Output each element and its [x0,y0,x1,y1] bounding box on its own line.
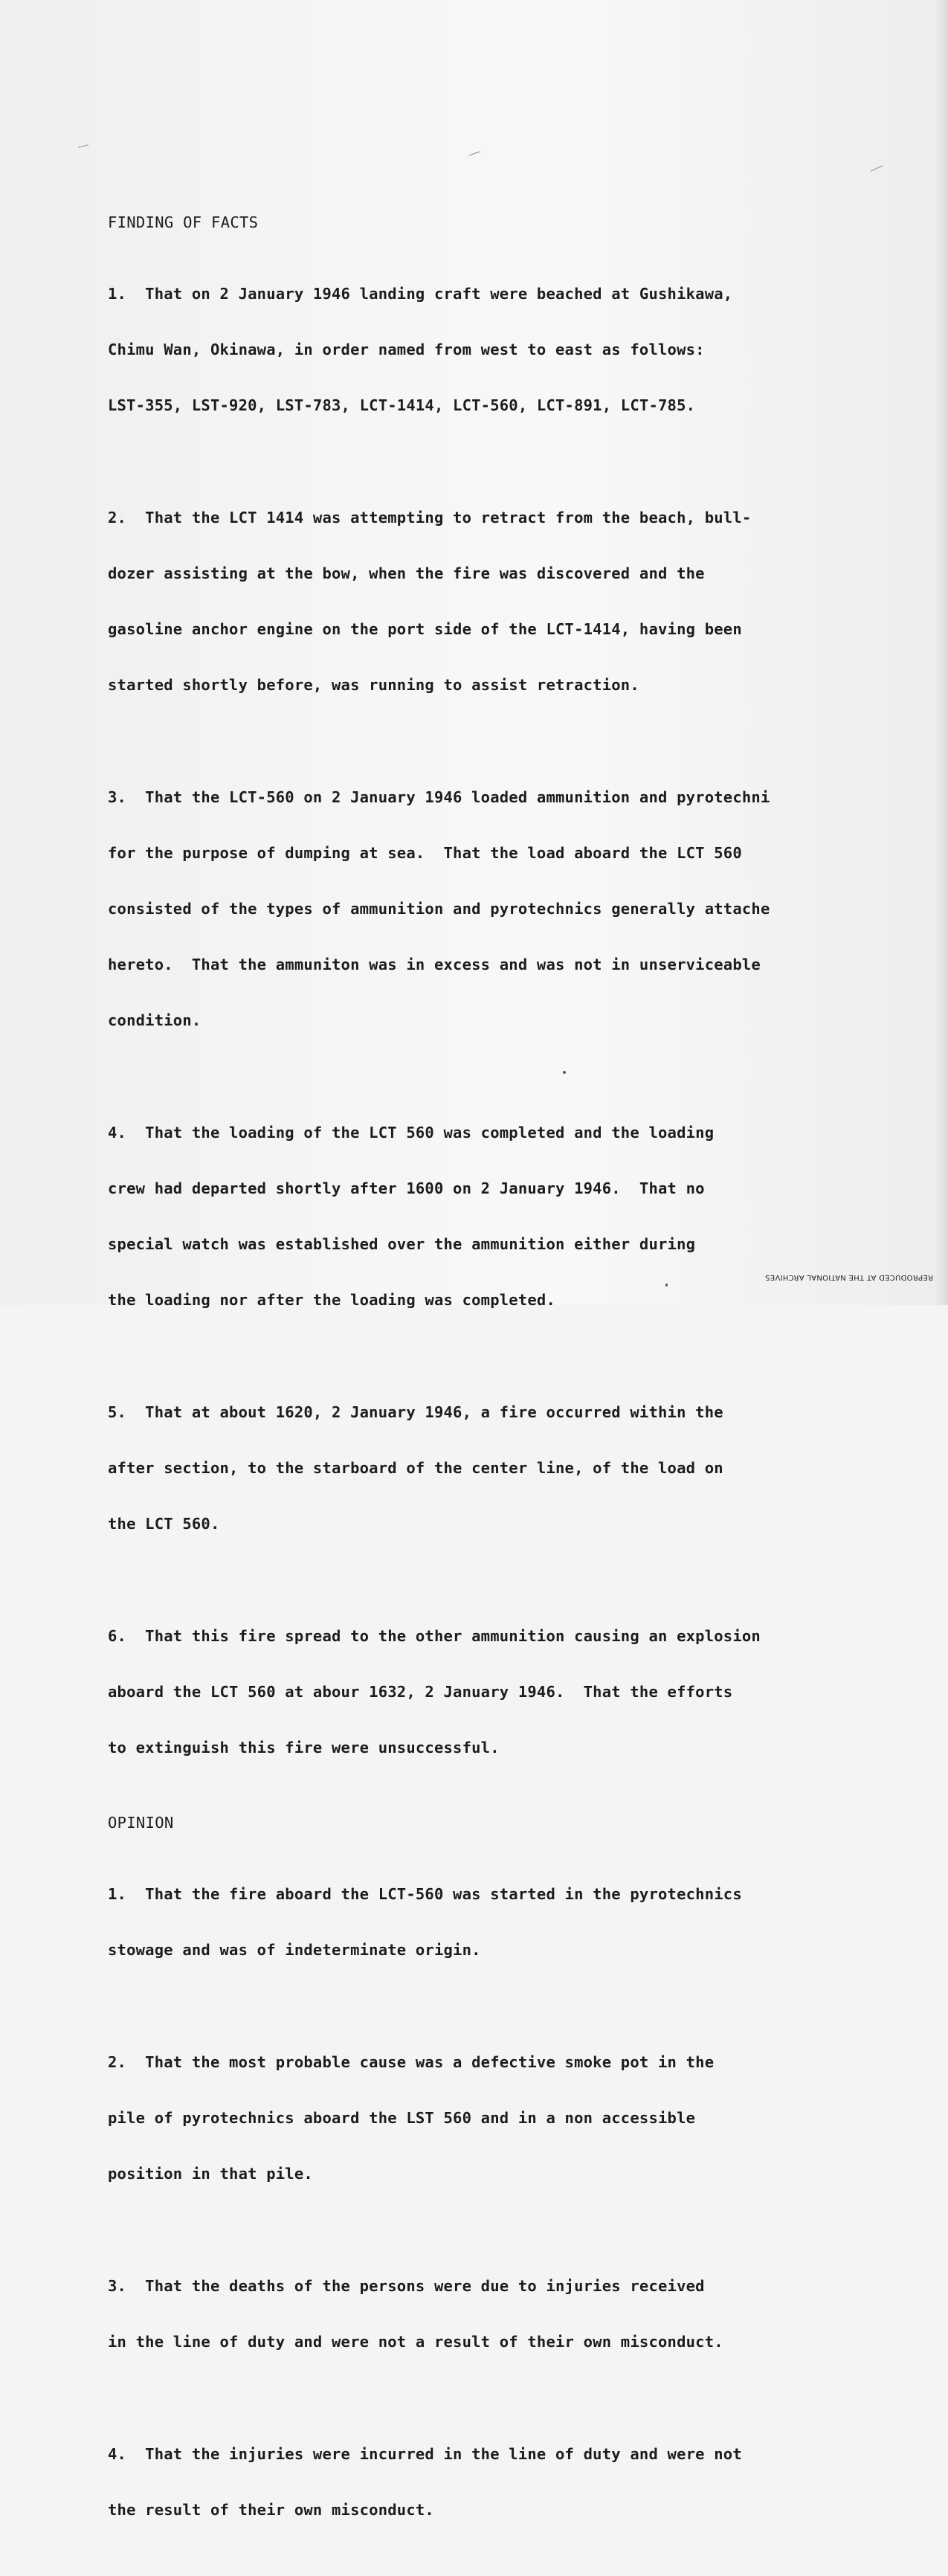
text-line: started shortly before, was running to assist retraction. [108,676,639,694]
finding-5 [108,1366,918,1571]
text-line: crew had departed shortly after 1600 on 2 January 1946. That no [108,1179,705,1197]
text-line: for the purpose of dumping at sea. That the load aboard the LCT 560 [108,844,742,862]
archive-stamp: REPRODUCED AT THE NATIONAL ARCHIVES [764,1273,933,1281]
finding-2 [108,471,918,732]
scan-mark [468,151,480,155]
text-line: aboard the LCT 560 at abour 1632, 2 January 1946. That the efforts [108,1683,733,1701]
text-line: 4. That the injuries were incurred in the line of duty and were not [108,2445,742,2463]
finding-6 [108,1590,918,1794]
text-line: stowage and was of indeterminate origin. [108,1941,481,1959]
text-line: 1. That on 2 January 1946 landing craft were beached at Gushikawa, [108,285,733,303]
scan-mark [871,165,883,172]
text-line: dozer assisting at the bow, when the fire was discovered and the [108,564,705,582]
text-line: pile of pyrotechnics aboard the LST 560 and in a non accessible [108,2109,696,2127]
page-edge-shadow [935,0,948,1305]
opinion-1 [108,1848,918,1997]
text-line: position in that pile. [108,2165,313,2183]
text-line: hereto. That the ammuniton was in excess and was not in unserviceable [108,956,761,973]
text-line: 6. That this fire spread to the other ammunition causing an explosion [108,1627,761,1645]
text-line: special watch was established over the ammunition either during [108,1235,696,1253]
text-line: 2. That the most probable cause was a defective smoke pot in the [108,2053,715,2071]
finding-3 [108,751,918,1067]
text-line: the loading nor after the loading was completed. [108,1291,556,1309]
text-line: after section, to the starboard of the center line, of the load on [108,1459,723,1477]
text-line: Chimu Wan, Okinawa, in order named from west to east as follows: [108,341,705,358]
text-line: condition. [108,1011,201,1029]
text-line: 1. That the fire aboard the LCT-560 was started in the pyrotechnics [108,1885,742,1903]
opinion-2 [108,2016,918,2221]
opinion-3 [108,2240,918,2389]
scan-mark [78,144,88,148]
text-line: gasoline anchor engine on the port side of the LCT-1414, having been [108,620,742,638]
text-line: 2. That the LCT 1414 was attempting to retract from the beach, bull- [108,509,752,527]
text-line: in the line of duty and were not a result of their own misconduct. [108,2333,723,2351]
finding-1 [108,248,918,452]
text-line: the result of their own misconduct. [108,2501,434,2519]
opinion-heading: OPINION [108,1814,174,1832]
text-line: 3. That the deaths of the persons were due to injuries received [108,2277,705,2295]
text-line: 4. That the loading of the LCT 560 was completed and the loading [108,1124,715,1142]
text-line: LST-355, LST-920, LST-783, LCT-1414, LCT-560, LCT-891, LCT-785. [108,396,696,414]
text-line: to extinguish this fire were unsuccessful. [108,1739,500,1756]
text-line: consisted of the types of ammunition and pyrotechnics generally attache [108,900,770,918]
document-body [108,213,918,2576]
text-line: 5. That at about 1620, 2 January 1946, a fire occurred within the [108,1403,723,1421]
text-line: 3. That the LCT-560 on 2 January 1946 loaded ammunition and pyrotechni [108,788,770,806]
text-line: the LCT 560. [108,1515,220,1533]
opinion-4 [108,2408,918,2557]
finding-4 [108,1086,918,1347]
finding-of-facts-heading: FINDING OF FACTS [108,213,259,231]
